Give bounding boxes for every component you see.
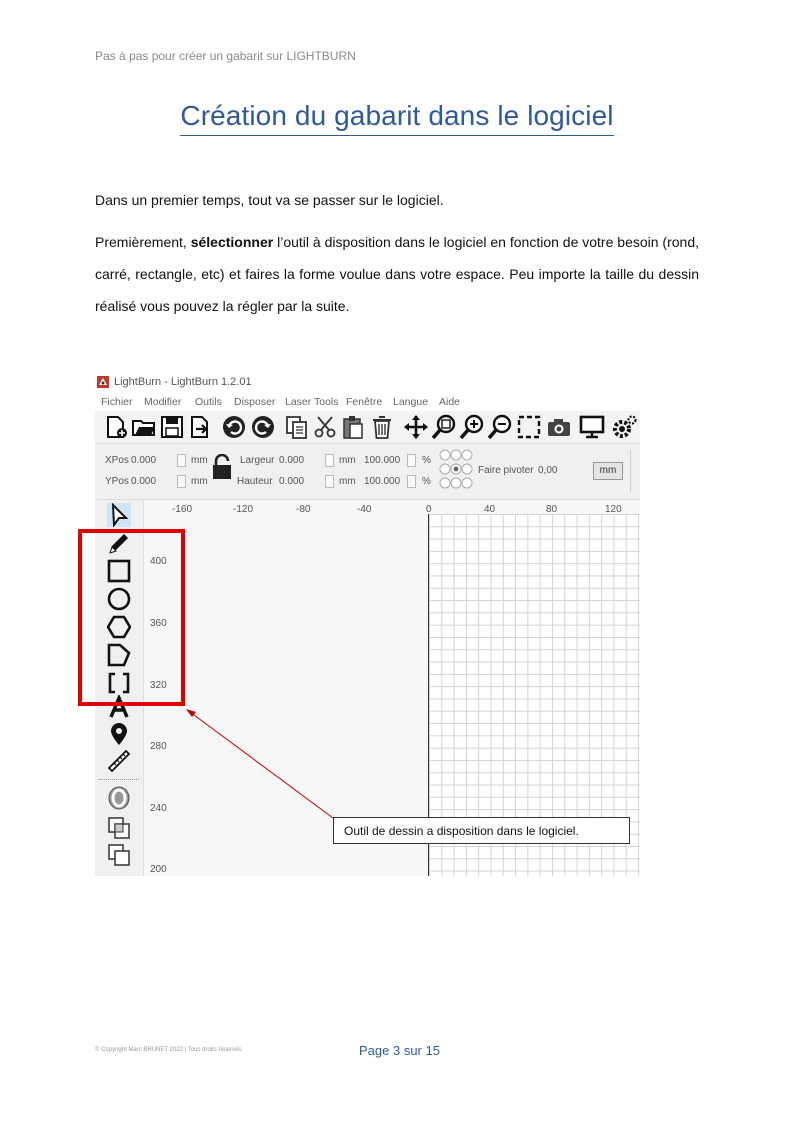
menu-modifier[interactable]: Modifier (144, 396, 182, 408)
scale-width-spinner[interactable] (407, 454, 416, 467)
width-spinner[interactable] (325, 454, 334, 467)
x-tick: 0 (426, 504, 432, 515)
pin-icon[interactable] (107, 722, 131, 746)
window-titlebar (95, 373, 640, 393)
cut-icon[interactable] (312, 414, 338, 440)
height-spinner[interactable] (325, 475, 334, 488)
menu-fichier[interactable]: Fichier (101, 396, 133, 408)
xpos-spinner[interactable] (177, 454, 186, 467)
lightburn-logo-icon (97, 376, 109, 388)
y-tick: 320 (150, 680, 167, 691)
height-label: Hauteur (237, 476, 273, 487)
y-tick: 200 (150, 864, 167, 875)
height-unit: mm (339, 476, 356, 487)
ypos-spinner[interactable] (177, 475, 186, 488)
scale-height-spinner[interactable] (407, 475, 416, 488)
scale-height-percent: % (422, 476, 431, 487)
page-number: Page 3 sur 15 (359, 1043, 440, 1058)
width-value[interactable]: 0.000 (279, 455, 305, 466)
height-value[interactable]: 0.000 (279, 476, 305, 487)
menu-bar (95, 393, 640, 411)
rotate-value[interactable]: 0,00 (538, 465, 558, 476)
menu-outils[interactable]: Outils (195, 396, 222, 408)
menu-langue[interactable]: Langue (393, 396, 429, 408)
x-tick: 40 (484, 504, 496, 515)
zoom-in-icon[interactable] (459, 414, 485, 440)
unit-toggle-button[interactable]: mm (593, 462, 623, 480)
settings-icon[interactable] (611, 414, 637, 440)
x-tick: -120 (233, 504, 254, 515)
zoom-fit-icon[interactable] (431, 414, 457, 440)
window-title: LightBurn - LightBurn 1.2.01 (114, 376, 252, 388)
ypos-value[interactable]: 0.000 (131, 476, 157, 487)
import-icon[interactable] (187, 414, 213, 440)
instruction-lead: Premièrement, (95, 234, 191, 250)
new-file-icon[interactable] (103, 414, 129, 440)
y-tick: 360 (150, 618, 167, 629)
properties-bar (95, 444, 640, 500)
y-tick: 240 (150, 803, 167, 814)
page-title: Création du gabarit dans le logiciel (180, 100, 613, 136)
x-tick: 120 (605, 504, 622, 515)
ypos-unit: mm (191, 476, 208, 487)
menu-laser-tools[interactable]: Laser Tools (285, 396, 339, 408)
main-toolbar (95, 411, 640, 444)
measure-icon[interactable] (107, 749, 131, 773)
scale-width-percent: % (422, 455, 431, 466)
boolean-icon[interactable] (107, 843, 131, 867)
frame-select-icon[interactable] (516, 414, 542, 440)
menu-disposer[interactable]: Disposer (234, 396, 276, 408)
xpos-unit: mm (191, 455, 208, 466)
highlight-box (78, 529, 185, 706)
scale-height-value[interactable]: 100.000 (364, 476, 401, 487)
move-icon[interactable] (403, 414, 429, 440)
intro-paragraph: Dans un premier temps, tout va se passer sur le logiciel. (95, 192, 444, 208)
y-tick: 400 (150, 556, 167, 567)
menu-aide[interactable]: Aide (439, 396, 461, 408)
menu-fenetre[interactable]: Fenêtre (346, 396, 383, 408)
save-icon[interactable] (159, 414, 185, 440)
page-title-container (0, 100, 794, 132)
x-tick: -80 (296, 504, 311, 515)
x-tick: 80 (546, 504, 558, 515)
undo-icon[interactable] (221, 414, 247, 440)
zoom-out-icon[interactable] (487, 414, 513, 440)
lock-ratio-icon[interactable] (211, 454, 233, 480)
xpos-label: XPos (105, 455, 129, 466)
offset-icon[interactable] (107, 786, 131, 810)
callout-box: Outil de dessin a disposition dans le logiciel. (333, 817, 630, 844)
copyright-notice: © Copyright Marc BRUNET 2022 | Tous droits réservés (95, 1047, 242, 1053)
scale-width-value[interactable]: 100.000 (364, 455, 401, 466)
rotate-label: Faire pivoter (478, 465, 534, 476)
width-label: Largeur (240, 455, 275, 466)
instruction-bold: sélectionner (190, 234, 274, 250)
open-folder-icon[interactable] (131, 414, 157, 440)
props-separator (630, 450, 631, 492)
select-icon[interactable] (107, 503, 131, 527)
copy-icon[interactable] (284, 414, 310, 440)
running-header: Pas à pas pour créer un gabarit sur LIGHTBURN (95, 49, 356, 63)
xpos-value[interactable]: 0.000 (131, 455, 157, 466)
delete-icon[interactable] (369, 414, 395, 440)
width-unit: mm (339, 455, 356, 466)
camera-icon[interactable] (546, 414, 572, 440)
ypos-label: YPos (105, 476, 129, 487)
y-tick: 280 (150, 741, 167, 752)
paste-icon[interactable] (340, 414, 366, 440)
weld-icon[interactable] (107, 816, 131, 840)
redo-icon[interactable] (250, 414, 276, 440)
x-tick: -160 (172, 504, 193, 515)
instruction-rest: l’outil à disposition dans le logiciel en fonction de votre besoin (rond, carré, rectangle, etc) et faires la forme voulue dans votre espace. Peu importe la taille du dessin réalisé vous pouvez la régler par la suite. (95, 234, 700, 314)
anchor-point-grid[interactable] (439, 449, 473, 493)
monitor-icon[interactable] (579, 414, 605, 440)
x-tick: -40 (357, 504, 372, 515)
instruction-paragraph (95, 226, 699, 322)
tools-separator (99, 779, 139, 780)
